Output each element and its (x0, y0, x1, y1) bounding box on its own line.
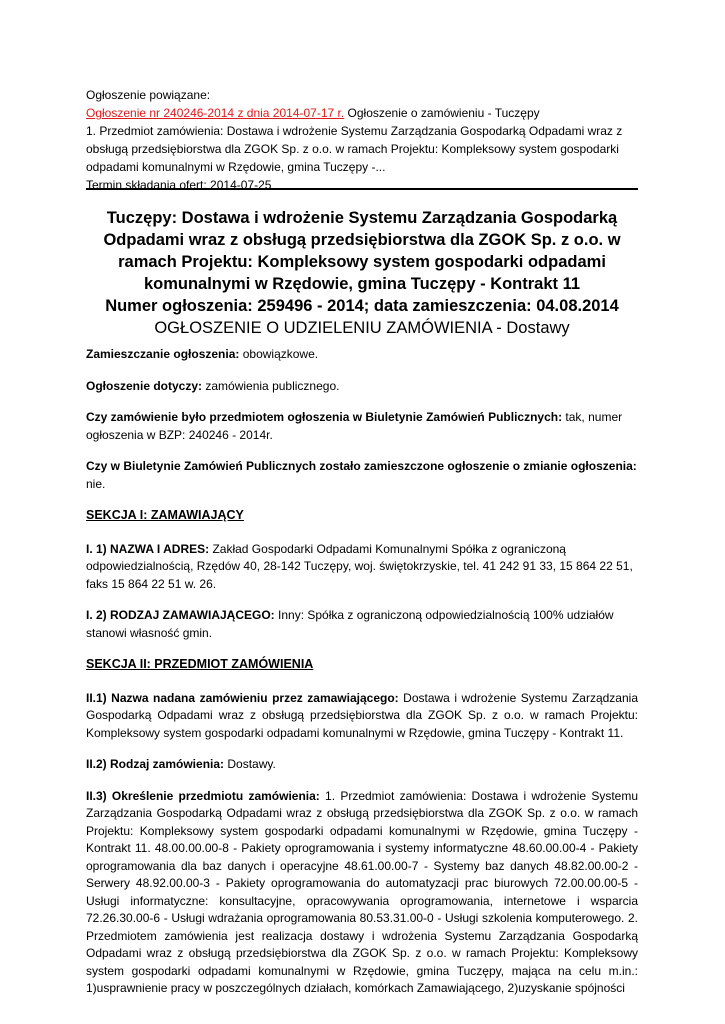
field-value: Dostawa i wdrożenie Systemu Zarządzania Gospodarką Odpadami wraz z obsługą przedsiębiorstwa dla ZGOK Sp. z o.o. w ramach Projektu: Kompleksowy system gospodarki odpadami komunalnymi w Rzędowie, gmina Tuczępy - Kontrakt 11. (86, 690, 638, 740)
field-label: Czy zamówienie było przedmiotem ogłoszenia w Biuletynie Zamówień Publicznych: (86, 410, 563, 424)
section-2-description (86, 788, 638, 998)
related-heading: Ogłoszenie powiązane: (86, 88, 211, 102)
field-value: obowiązkowe. (239, 347, 319, 361)
field-label: Ogłoszenie dotyczy: (86, 378, 203, 393)
section-2-heading: SEKCJA II: PRZEDMIOT ZAMÓWIENIA (86, 657, 314, 671)
field-value: Inny: Spółka z ograniczoną odpowiedzialnością 100% udziałów stanowi własność gmin. (86, 608, 614, 640)
field-value: Zakład Gospodarki Odpadami Komunalnymi Spółka z ograniczoną odpowiedzialnością, Rzędów 40, 28-142 Tuczępy, woj. świętokrzyskie, tel. 41 242 91 33, 15 864 22 51, faks 15 864 22 51 w. 26. (86, 541, 633, 591)
title-line: Tuczępy: Dostawa i wdrożenie Systemu Zarządzania Gospodarką (106, 209, 618, 227)
section-1-type (86, 607, 638, 642)
notice-content (86, 346, 638, 1012)
field-label: II.1) Nazwa nadana zamówieniu przez zamawiającego: (86, 690, 399, 705)
related-link-line (86, 104, 646, 122)
field-value: nie. (86, 476, 106, 491)
field-label: Zamieszczanie ogłoszenia: (86, 347, 240, 361)
field-dotyczy (86, 378, 638, 396)
notice-subtitle: OGŁOSZENIE O UDZIELENIU ZAMÓWIENIA - Dostawy (154, 319, 570, 337)
section-2-kind (86, 756, 638, 774)
notice-number-line: Numer ogłoszenia: 259496 - 2014; data zamieszczenia: 04.08.2014 (105, 297, 619, 315)
field-value: Dostawy. (224, 757, 276, 771)
related-notice (86, 86, 646, 194)
field-value: zamówienia publicznego. (202, 378, 340, 393)
field-label: I. 2) RODZAJ ZAMAWIAJĄCEGO: (86, 608, 275, 622)
field-label: Czy w Biuletynie Zamówień Publicznych zostało zamieszczone ogłoszenie o zmianie ogłoszenia: (86, 459, 637, 473)
related-link-suffix: Ogłoszenie o zamówieniu - Tuczępy (344, 106, 540, 120)
field-zamieszczanie (86, 346, 638, 364)
field-value: tak, numer ogłoszenia w BZP: 240246 - 2014r. (86, 410, 623, 442)
title-line: Odpadami wraz z obsługą przedsiębiorstwa dla ZGOK Sp. z o.o. w (103, 231, 621, 249)
related-deadline: Termin składania ofert: 2014-07-25 (86, 178, 272, 192)
section-1-heading: SEKCJA I: ZAMAWIAJĄCY (86, 508, 244, 522)
field-label: I. 1) NAZWA I ADRES: (86, 541, 210, 556)
related-description: 1. Przedmiot zamówienia: Dostawa i wdrożenie Systemu Zarządzania Gospodarką Odpadami wraz z obsługą przedsiębiorstwa dla ZGOK Sp. z o.o. w ramach Projektu: Kompleksowy system gospodarki odpadami komunalnymi w Rzędowie, gmina Tuczępy -... (86, 124, 623, 174)
title-line: ramach Projektu: Kompleksowy system gospodarki odpadami (118, 253, 606, 271)
field-value: 1. Przedmiot zamówienia: Dostawa i wdrożenie Systemu Zarządzania Gospodarką Odpadami wraz z obsługą przedsiębiorstwa dla ZGOK Sp. z o.o. w ramach Projektu: Kompleksowy system gospodarki odpadami komunalnymi w Rzędowie, gmina Tuczępy - Kontrakt 11. 48.00.00.00-8 - Pakiety oprogramowania i systemy informatyczne 48.60.00.00-4 - Pakiety oprogramowania dla baz danych i operacyjne 48.61.00.00-7 - Systemy baz danych 48.82.00.00-2 - Serwery 48.92.00.00-3 - Pakiety oprogramowania do automatyzacji prac biurowych 72.00.00.00-5 - Usługi informatyczne: konsultacyjne, opracowywania oprogramowania, internetowe i wsparcia 72.26.30.00-6 - Usługi wdrażania oprogramowania 80.53.31.00-0 - Usługi szkolenia komputerowego. 2. Przedmiotem zamówienia jest realizacja dostawy i wdrożenia Systemu Zarządzania Gospodarką Odpadami wraz z obsługą przedsiębiorstwa dla ZGOK Sp. z o.o. w ramach Projektu: Kompleksowy system gospodarki odpadami komunalnymi w Rzędowie, gmina Tuczępy, mająca na celu m.in.: 1)usprawnienie pracy w poszczególnych działach, komórkach Zamawiającego, 2)uzyskanie spójności (86, 788, 639, 995)
field-label: II.3) Określenie przedmiotu zamówienia: (86, 788, 320, 803)
field-zmiana (86, 458, 638, 493)
field-biuletyn (86, 409, 638, 444)
horizontal-divider (86, 188, 638, 190)
section-1-name-address (86, 541, 638, 594)
notice-title (86, 207, 638, 339)
field-label: II.2) Rodzaj zamówienia: (86, 757, 225, 771)
title-line: komunalnymi w Rzędowie, gmina Tuczępy - Kontrakt 11 (143, 275, 581, 293)
section-2-name (86, 690, 638, 743)
related-notice-link[interactable]: Ogłoszenie nr 240246-2014 z dnia 2014-07-17 r. (86, 106, 345, 120)
